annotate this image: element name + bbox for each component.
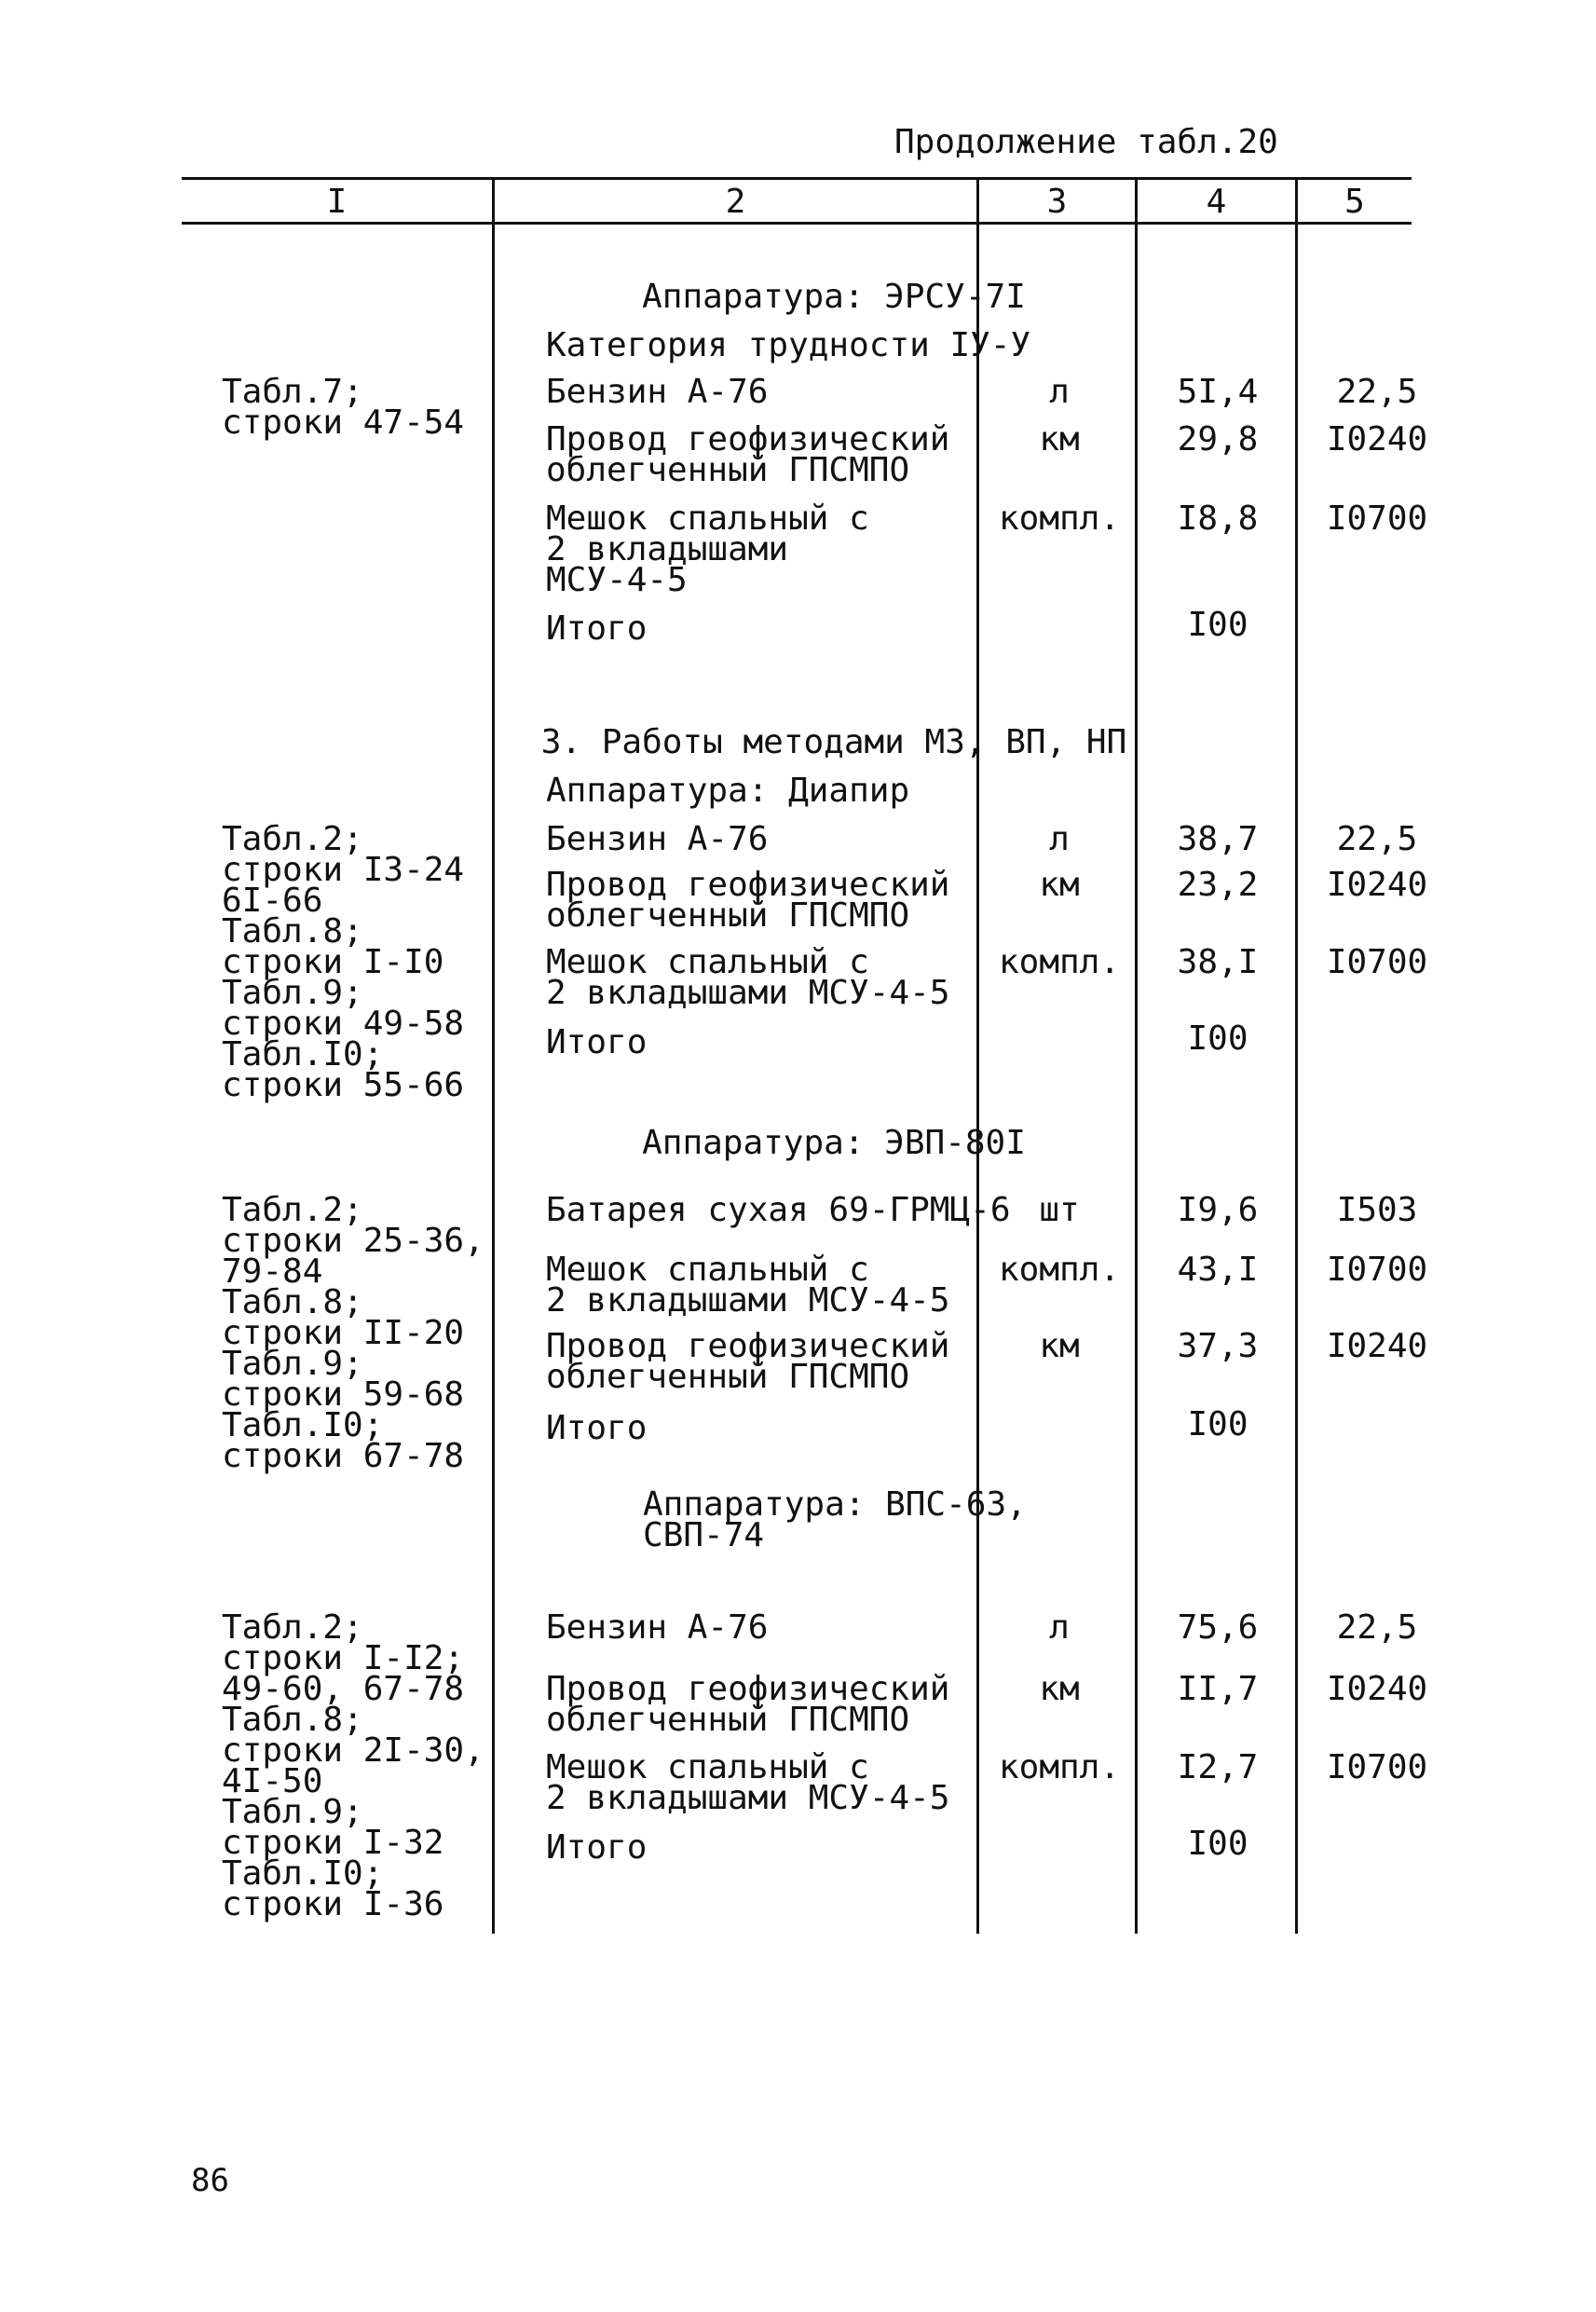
section-title: Аппаратура: ЭВП-80I <box>642 1124 1026 1162</box>
row-share: 5I,4 <box>1177 373 1259 411</box>
row-unit: км <box>1039 1670 1080 1708</box>
row-share-total: I00 <box>1187 1825 1248 1863</box>
section-reference: Табл.2; строки 25-36, 79-84 Табл.8; строки II-20 Табл.9; строки 59-68 Табл.I0; строки 67-78 <box>222 1191 484 1475</box>
table-caption: Продолжение табл.20 <box>894 123 1278 161</box>
column-divider-2 <box>976 177 979 1934</box>
page-number: 86 <box>191 2162 229 2199</box>
row-unit: км <box>1039 866 1080 904</box>
section-reference: Табл.2; строки I3-24 6I-66 Табл.8; строки I-I0 Табл.9; строки 49-58 Табл.I0; строки 55-66 <box>222 820 465 1104</box>
section-title: Аппаратура: Диапир <box>546 772 910 810</box>
row-price: 22,5 <box>1336 820 1418 858</box>
row-item: Провод геофизический облегченный ГПСМПО <box>546 1670 950 1739</box>
row-item-total: Итого <box>546 1409 648 1447</box>
row-item-total: Итого <box>546 1023 648 1061</box>
row-price: 22,5 <box>1336 373 1418 411</box>
row-price: I0240 <box>1326 866 1428 904</box>
row-share: 38,I <box>1177 943 1259 981</box>
row-item: Бензин А-76 <box>546 820 769 858</box>
row-share: I2,7 <box>1177 1748 1259 1786</box>
row-unit: л <box>1049 820 1070 858</box>
row-share: 29,8 <box>1177 420 1259 458</box>
header-col-4: 4 <box>1206 183 1227 221</box>
row-price: I503 <box>1336 1191 1418 1229</box>
row-share-total: I00 <box>1187 606 1248 644</box>
row-share-total: I00 <box>1187 1405 1248 1443</box>
row-unit: л <box>1049 373 1070 411</box>
header-col-3: 3 <box>1046 183 1068 221</box>
row-item: Провод геофизический облегченный ГПСМПО <box>546 420 950 489</box>
row-price: I0700 <box>1326 1251 1428 1289</box>
row-item: Провод геофизический облегченный ГПСМПО <box>546 1327 950 1396</box>
header-col-5: 5 <box>1344 183 1365 221</box>
row-share: 23,2 <box>1177 866 1259 904</box>
header-top-rule <box>182 177 1412 180</box>
section-title: Аппаратура: ЭРСУ-7I <box>642 278 1026 316</box>
row-unit: компл. <box>998 943 1121 981</box>
header-col-2: 2 <box>725 183 746 221</box>
row-share: 37,3 <box>1177 1327 1259 1365</box>
row-price: I0700 <box>1326 1748 1428 1786</box>
row-price: I0700 <box>1326 943 1428 981</box>
row-unit: км <box>1039 1327 1080 1365</box>
row-share: 43,I <box>1177 1251 1259 1289</box>
row-item: Батарея сухая 69-ГРМЦ-6 <box>546 1191 1011 1229</box>
row-item: Бензин А-76 <box>546 373 769 411</box>
header-col-1: I <box>326 183 348 221</box>
section-reference: Табл.7; строки 47-54 <box>222 373 465 442</box>
row-item: Бензин А-76 <box>546 1608 769 1647</box>
row-price: 22,5 <box>1336 1608 1418 1647</box>
section-title: Аппаратура: ВПС-63, СВП-74 <box>643 1485 1027 1554</box>
row-item: Провод геофизический облегченный ГПСМПО <box>546 866 950 935</box>
section-heading: 3. Работы методами МЗ, ВП, НП <box>540 723 1127 761</box>
row-unit: шт <box>1039 1191 1080 1229</box>
row-unit: л <box>1049 1608 1070 1647</box>
row-share: I9,6 <box>1177 1191 1259 1229</box>
row-item-total: Итого <box>546 609 648 648</box>
row-item-total: Итого <box>546 1828 648 1867</box>
row-unit: компл. <box>998 1748 1121 1786</box>
row-unit: компл. <box>998 1251 1121 1289</box>
row-item: Мешок спальный с 2 вкладышами МСУ-4-5 <box>546 943 950 1012</box>
row-unit: компл. <box>998 499 1121 538</box>
row-item: Мешок спальный с 2 вкладышами МСУ-4-5 <box>546 1251 950 1320</box>
row-share: I8,8 <box>1177 499 1259 538</box>
row-price: I0240 <box>1326 1670 1428 1708</box>
row-item: Мешок спальный с 2 вкладышами МСУ-4-5 <box>546 1748 950 1817</box>
row-item: Мешок спальный с 2 вкладышами МСУ-4-5 <box>546 499 869 599</box>
row-share: 75,6 <box>1177 1608 1259 1647</box>
column-divider-1 <box>492 177 495 1934</box>
row-price: I0240 <box>1326 420 1428 458</box>
row-share-total: I00 <box>1187 1019 1248 1058</box>
row-price: I0700 <box>1326 499 1428 538</box>
row-unit: км <box>1039 420 1080 458</box>
section-subtitle: Категория трудности IУ-У <box>546 326 1031 364</box>
section-reference: Табл.2; строки I-I2; 49-60, 67-78 Табл.8; строки 2I-30, 4I-50 Табл.9; строки I-32 Табл.I0; строки I-36 <box>222 1608 484 1923</box>
row-share: 38,7 <box>1177 820 1259 858</box>
row-price: I0240 <box>1326 1327 1428 1365</box>
row-share: II,7 <box>1177 1670 1259 1708</box>
